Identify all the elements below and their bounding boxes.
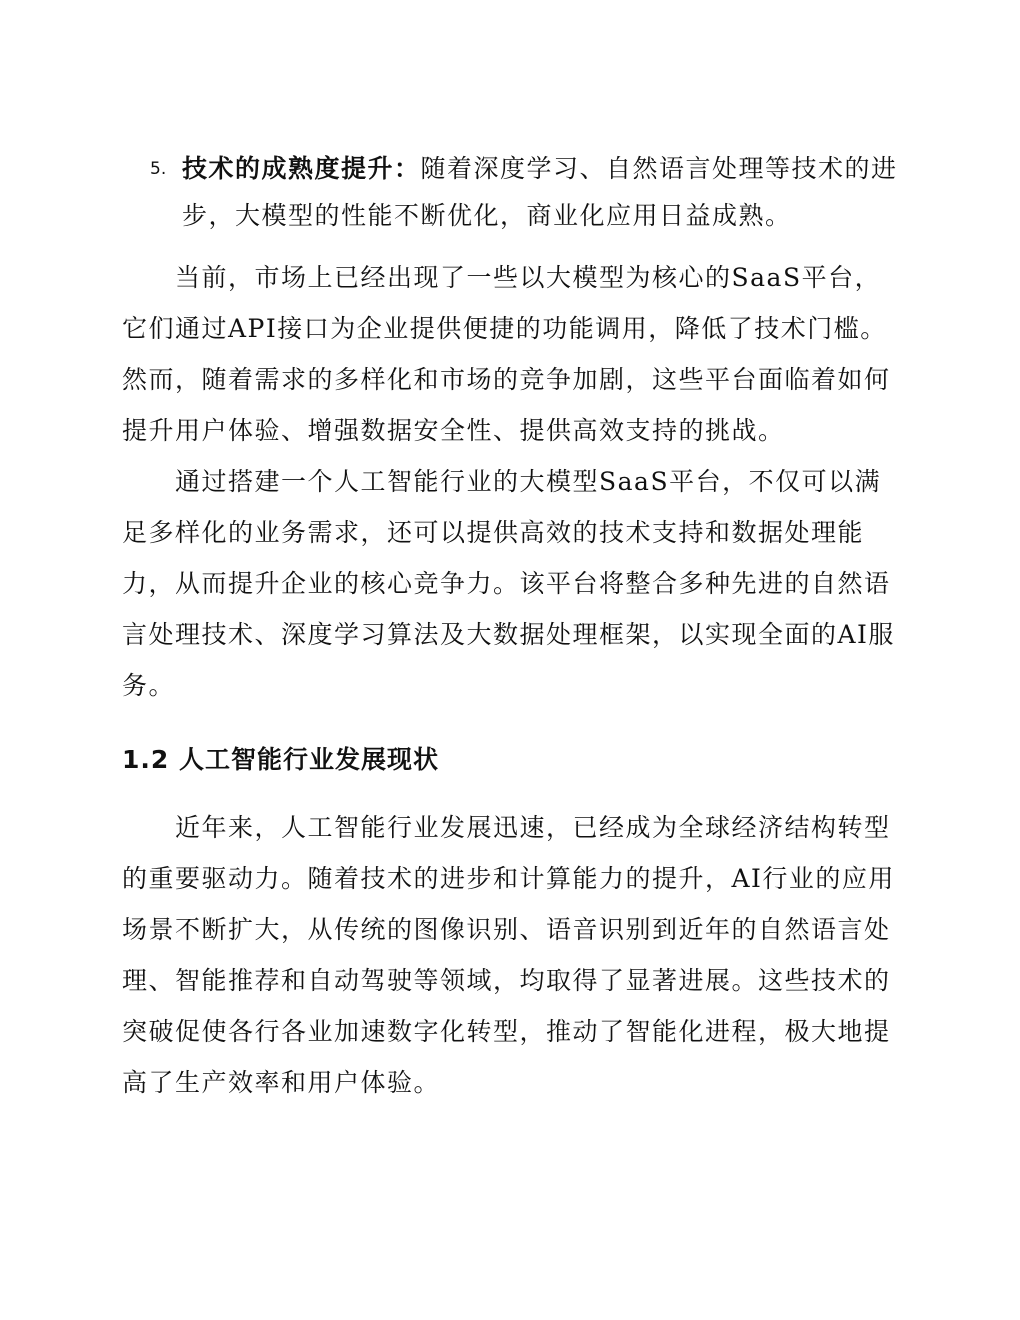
numbered-list-item xyxy=(150,145,910,239)
body-paragraph: 通过搭建一个人工智能行业的大模型SaaS平台，不仅可以满足多样化的业务需求，还可以提供高效的技术支持和数据处理能力，从而提升企业的核心竞争力。该平台将整合多种先进的自然语言处理技术、深度学习算法及大数据处理框架，以实现全面的AI服务。 xyxy=(122,467,895,700)
section-paragraph: 近年来，人工智能行业发展迅速，已经成为全球经济结构转型的重要驱动力。随着技术的进步和计算能力的提升，AI行业的应用场景不断扩大，从传统的图像识别、语音识别到近年的自然语言处理、智能推荐和自动驾驶等领域，均取得了显著进展。这些技术的突破促使各行各业加速数字化转型，推动了智能化进程，极大地提高了生产效率和用户体验。 xyxy=(122,813,895,1097)
list-item-term: 技术的成熟度提升： xyxy=(182,154,421,183)
list-item-number: 5. xyxy=(150,159,167,179)
list-item-text: 随着深度学习、自然语言处理等技术的进步，大模型的性能不断优化，商业化应用日益成熟。 xyxy=(182,154,898,230)
section-heading: 1.2 人工智能行业发展现状 xyxy=(122,745,439,774)
body-paragraph: 当前，市场上已经出现了一些以大模型为核心的SaaS平台，它们通过API接口为企业提供便捷的功能调用，降低了技术门槛。然而，随着需求的多样化和市场的竞争加剧，这些平台面临着如何提升用户体验、增强数据安全性、提供高效支持的挑战。 xyxy=(122,263,891,445)
list-item-body xyxy=(182,145,910,239)
